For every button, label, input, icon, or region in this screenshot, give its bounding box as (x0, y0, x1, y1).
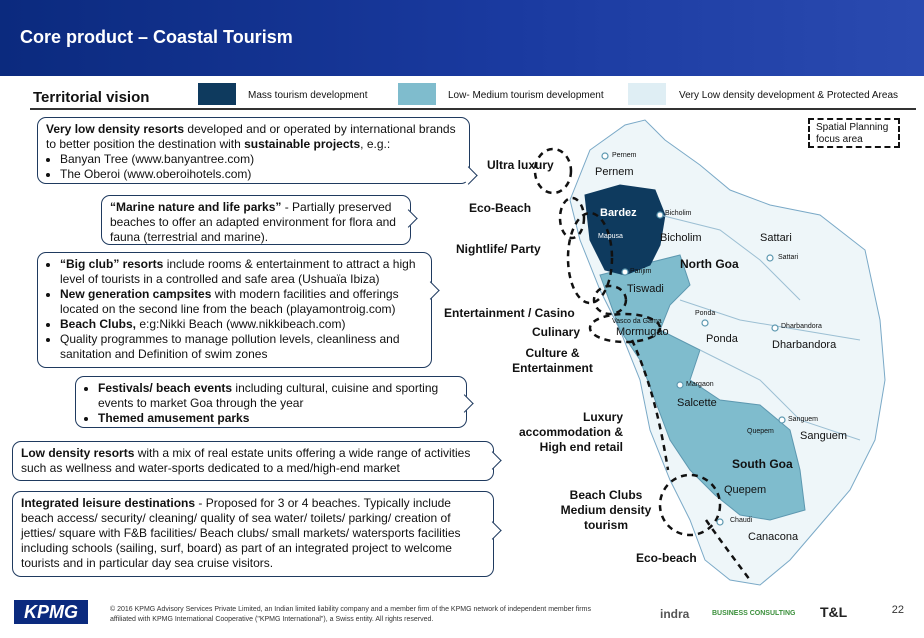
label-eco-beach: Eco-Beach (469, 201, 532, 215)
label-ultra-luxury: Ultra luxury (487, 158, 554, 172)
region-ponda: Ponda (706, 333, 738, 345)
region-quepem-small: Quepem (747, 428, 774, 435)
label-culture: Culture & Entertainment (512, 346, 593, 375)
region-sanguem-small: Sanguem (788, 416, 818, 423)
bubble-integrated-leisure (12, 491, 494, 577)
page-number: 22 (891, 604, 904, 616)
region-canacona: Canacona (748, 531, 799, 543)
label-nightlife: Nightlife/ Party (456, 242, 541, 256)
region-sattari: Sattari (760, 232, 792, 244)
bubble1-text: developed and or operated by international brands to better position the destination with (46, 122, 456, 151)
bubble-marine-parks (101, 195, 411, 245)
legend-label-low: Very Low density development & Protected Areas (679, 90, 899, 101)
partner-tl: T&L (820, 604, 848, 620)
bubble4-item: • Themed amusement parks (98, 411, 458, 426)
bubble6-text: - Proposed for 3 or 4 beaches. Typically include beach access/ security/ cleaning/ quality of sea water/ toilets/ parking/ creation of jetties/ square with F&B facilities/ Beach clubs/ small markets/ watersports facilities including schools (sailing, surf, board) as part of an integrated project to welcome tourists and in particular day sea cruise visitors. (21, 496, 461, 570)
region-south-goa: South Goa (732, 457, 793, 471)
bubble6-lead: Integrated leisure destinations (21, 496, 196, 510)
bubble-big-club (37, 252, 432, 368)
bubble3-item: • “Big club” resorts include rooms & entertainment to attract a high level of tourists in a controlled and safe area (Ushuaïa Ibiza) (60, 257, 423, 287)
label-luxury: Luxury accommodation & High end retail (518, 410, 623, 454)
region-sattari-small: Sattari (778, 254, 799, 261)
region-chaudi: Chaudi (730, 517, 753, 524)
region-salcette: Salcette (677, 397, 717, 409)
legend-label-mass: Mass tourism development (248, 90, 368, 101)
section-title: Territorial vision (33, 89, 150, 106)
label-beach-clubs: Beach Clubs Medium density tourism (560, 488, 652, 532)
region-mormugao: Mormugao (616, 326, 669, 338)
bubble3-item: • New generation campsites with modern facilities and offerings located on the second line from the beach (playamontroig.com) (60, 287, 423, 317)
region-ponda-small: Ponda (695, 310, 716, 317)
kpmg-logo: KPMG (14, 600, 88, 624)
region-bicholim: Bicholim (660, 232, 702, 244)
bubble1-item: • The Oberoi (www.oberoihotels.com) (60, 167, 461, 182)
bubble1-item: • Banyan Tree (www.banyantree.com) (60, 152, 461, 167)
bubble4-item: • Festivals/ beach events including cultural, cuisine and sporting events to market Goa through the year (98, 381, 458, 411)
region-margaon: Margaon (686, 381, 714, 388)
region-tiswadi: Tiswadi (627, 283, 664, 295)
bubble-very-low-density (37, 117, 470, 184)
region-vasco: Vasco da Gama (612, 318, 662, 325)
bubble5-lead: Low density resorts (21, 446, 135, 460)
region-pernem-small: Pernem (612, 152, 637, 159)
partner-business-consulting: BUSINESS CONSULTING (712, 610, 796, 617)
page-title: Core product – Coastal Tourism (20, 27, 293, 47)
bubble2-text: - Partially preserved beaches to offer an adapted environment for flora and fauna (terrestrial and marine). (110, 200, 396, 244)
bubble1-tail: , e.g.: (360, 137, 391, 151)
region-panjim: Panjim (630, 268, 652, 275)
bubble5-text: with a mix of real estate units offering a wide range of activities such as wellness and water-sports dedicated to a med/high-end market (21, 446, 471, 475)
region-bicholim-small: Bicholim (665, 210, 692, 217)
partner-indra: indra (660, 607, 690, 621)
region-quepem: Quepem (724, 484, 767, 496)
region-mapusa: Mapusa (598, 233, 623, 240)
region-pernem: Pernem (595, 166, 634, 178)
bubble3-item: • Beach Clubs, e:g:Nikki Beach (www.nikkibeach.com) (60, 317, 423, 332)
region-dharbandora-small: Dharbandora (781, 323, 822, 330)
bubble1-bold2: sustainable projects (244, 137, 361, 151)
label-culinary: Culinary (532, 325, 581, 339)
region-dharbandora: Dharbandora (772, 339, 837, 351)
region-north-goa: North Goa (680, 257, 739, 271)
bubble1-lead: Very low density resorts (46, 122, 185, 136)
region-sanguem: Sanguem (800, 430, 848, 442)
bubble2-lead: “Marine nature and life parks” (110, 200, 282, 214)
spatial-planning-legend: Spatial Planning focus area (808, 118, 900, 148)
region-bardez: Bardez (600, 207, 637, 219)
copyright-text: © 2016 KPMG Advisory Services Private Limited, an Indian limited liability company and a member firm of the KPMG network of independent member firms affiliated with KPMG International Cooperative ("KPMG International"), a Swiss entity. All rights reserved. (110, 606, 591, 623)
bubble3-item: • Quality programmes to manage pollution levels, cleanliness and sanitation and Definition of swim zones (60, 332, 423, 362)
bubble-low-density-resorts (12, 441, 494, 481)
label-eco-beach-2: Eco-beach (636, 551, 697, 565)
label-entertainment-casino: Entertainment / Casino (444, 306, 575, 320)
bubble-festivals (75, 376, 467, 428)
legend-label-medium: Low- Medium tourism development (448, 90, 604, 101)
